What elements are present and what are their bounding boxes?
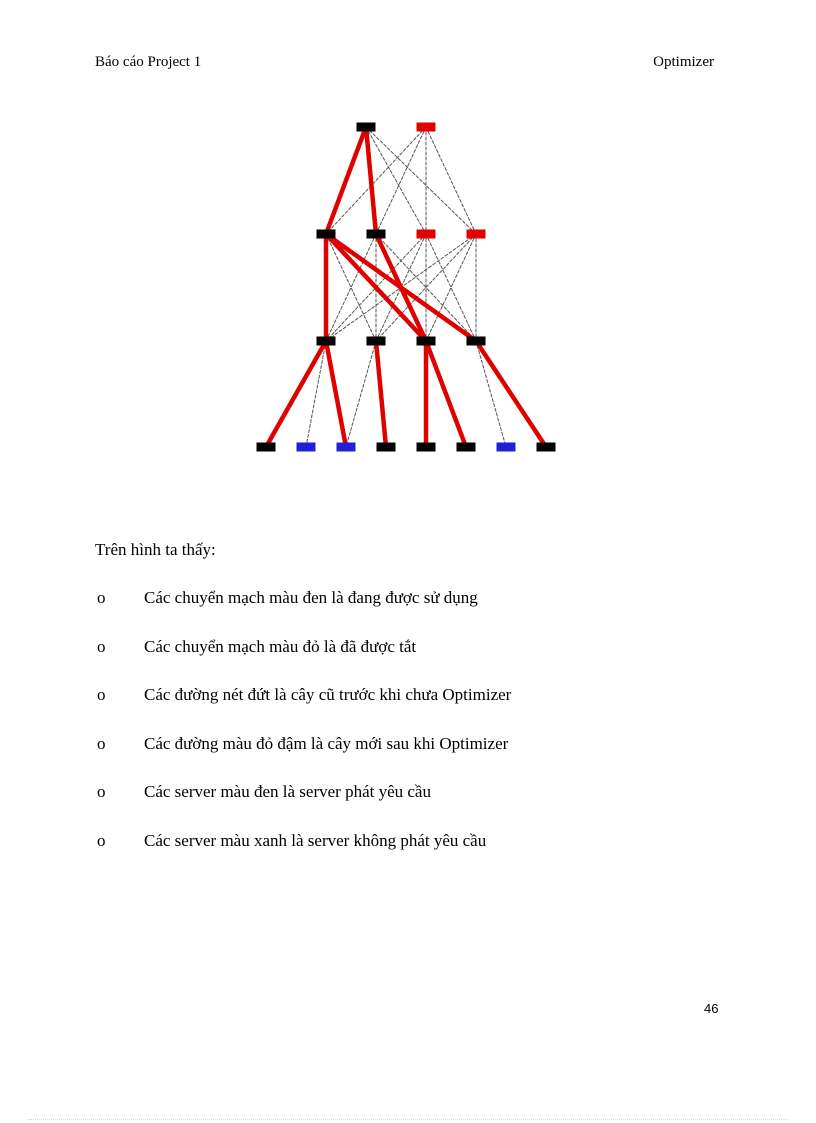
switch-node xyxy=(417,123,436,132)
switch-node xyxy=(367,337,386,346)
old-tree-edge xyxy=(346,341,376,447)
switch-node xyxy=(317,230,336,239)
header-title: Báo cáo Project 1 xyxy=(95,54,202,70)
switch-node xyxy=(317,337,336,346)
switch-node xyxy=(467,337,486,346)
server-node xyxy=(337,443,356,452)
new-tree-edge xyxy=(476,341,546,447)
intro-text: Trên hình ta thấy: xyxy=(95,540,216,559)
switch-node xyxy=(367,230,386,239)
bullet-text: Các server màu xanh là server không phát yêu cầu xyxy=(144,830,487,850)
bullet-marker: o xyxy=(97,588,106,607)
switch-node xyxy=(417,337,436,346)
bullet-text: Các server màu đen là server phát yêu cầu xyxy=(144,782,431,801)
bullet-text: Các đường nét đứt là cây cũ trước khi chưa Optimizer xyxy=(144,685,512,704)
switch-node xyxy=(467,230,486,239)
footer-divider xyxy=(28,1119,788,1120)
server-node xyxy=(417,443,436,452)
old-tree-edge xyxy=(476,341,506,447)
bullet-marker: o xyxy=(97,636,106,656)
new-tree-edge xyxy=(426,341,466,447)
server-node xyxy=(457,443,476,452)
new-tree-edge xyxy=(266,341,326,447)
server-node xyxy=(377,443,396,452)
bullet-marker: o xyxy=(97,830,106,850)
network-tree-figure xyxy=(250,115,570,465)
tree-diagram xyxy=(250,115,570,465)
old-tree-edge xyxy=(366,127,476,234)
bullet-marker: o xyxy=(97,733,106,753)
new-tree-edge xyxy=(376,341,386,447)
switch-node xyxy=(357,123,376,132)
bullet-text: Các đường màu đỏ đậm là cây mới sau khi Optimizer xyxy=(144,733,509,753)
bullet-text: Các chuyển mạch màu đen là đang được sử dụng xyxy=(144,588,478,607)
new-tree-edge xyxy=(326,127,366,234)
server-node xyxy=(497,443,516,452)
server-node xyxy=(537,443,556,452)
page-number: 46 xyxy=(704,1001,719,1016)
new-tree-edge xyxy=(326,341,346,447)
bullet-text: Các chuyển mạch màu đỏ là đã được tắt xyxy=(144,636,417,656)
switch-node xyxy=(417,230,436,239)
server-node xyxy=(257,443,276,452)
old-tree-edge xyxy=(376,127,426,234)
header-section: Optimizer xyxy=(653,54,714,70)
bullet-marker: o xyxy=(97,685,106,704)
server-node xyxy=(297,443,316,452)
bullet-marker: o xyxy=(97,782,106,801)
old-tree-edge xyxy=(426,127,476,234)
